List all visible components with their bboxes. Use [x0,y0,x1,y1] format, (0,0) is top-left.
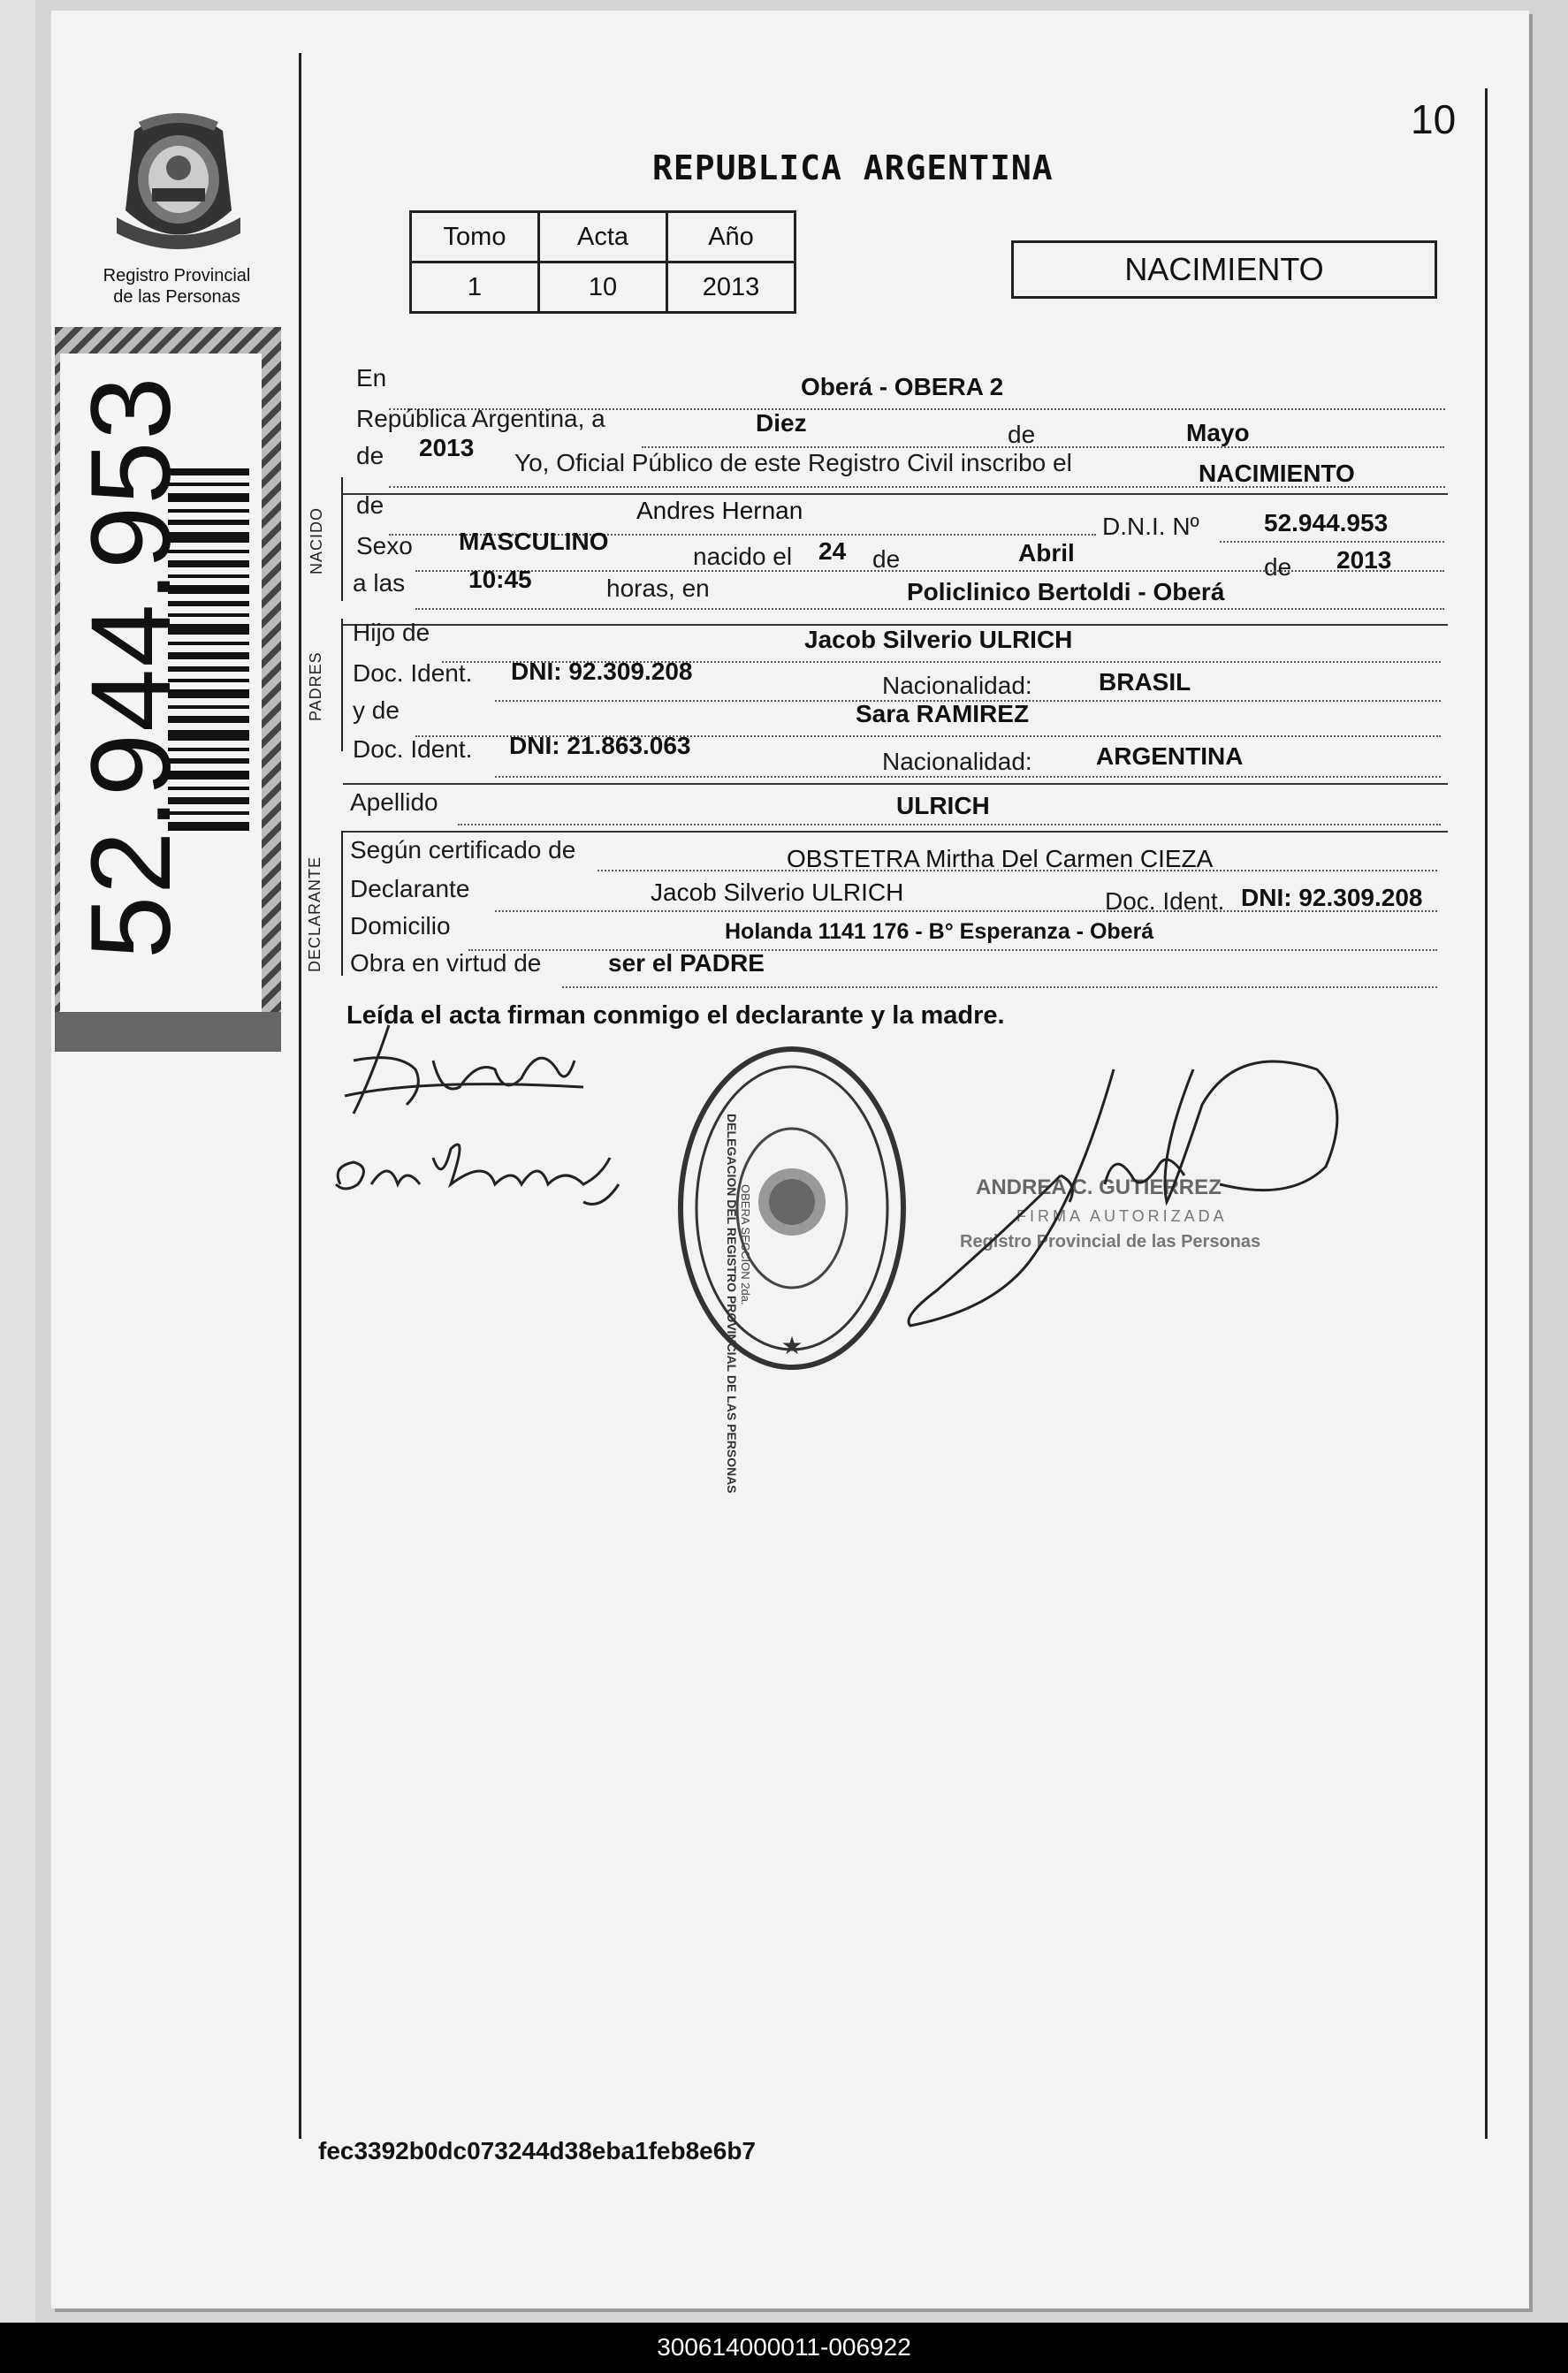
official-round-seal [675,1043,909,1373]
page-number: 10 [1411,96,1457,142]
en-label: En [356,364,387,392]
dotline [495,910,1437,912]
parents-signatures [318,1008,654,1220]
child-name-value: Andres Hernan [636,497,803,524]
surname-value: ULRICH [896,792,990,819]
act-type-box: NACIMIENTO [1011,240,1437,299]
mother-doc-value: DNI: 21.863.063 [509,732,691,759]
segun-certificado-label: Según certificado de [350,836,576,863]
document-title: REPUBLICA ARGENTINA [652,148,1054,187]
seal-inner-text: OBERA SECCION 2da. [739,1184,752,1305]
declarante-name-value: Jacob Silverio ULRICH [651,878,904,906]
father-doc-value: DNI: 92.309.208 [511,658,693,685]
page-left-edge [0,0,35,2373]
month-value: Mayo [1186,419,1250,446]
birth-time-value: 10:45 [468,566,532,593]
mother-name-value: Sara RAMIREZ [856,700,1030,727]
registry-label [88,265,265,308]
birth-day-value: 24 [818,537,847,565]
left-frame-line [299,53,301,2139]
registry-label-line1: Registro Provincial [103,266,251,285]
obra-en-virtud-label: Obra en virtud de [350,949,542,977]
de-label: de [356,442,384,469]
padres-bracket [341,619,343,751]
nacido-bracket [341,477,343,601]
doc-ident-label: Doc. Ident. [353,735,473,763]
tomo-acta-ano-table [409,210,796,314]
value-tomo: 1 [411,262,539,313]
document-hash: fec3392b0dc073244d38eba1feb8e6b7 [318,2137,757,2164]
closing-statement: Leída el acta firman conmigo el declarante y la madre. [346,1001,1005,1030]
seal-outer-text: DELEGACION DEL REGISTRO PROVINCIAL DE LAS PERSONAS [725,1114,739,1494]
header-tomo: Tomo [411,212,539,262]
horas-en-label: horas, en [606,574,710,602]
dotline [495,776,1441,778]
section-rule [343,831,1448,833]
declarante-label: Declarante [350,875,470,902]
father-name-value: Jacob Silverio ULRICH [804,626,1073,653]
de-label: de [356,491,384,519]
registry-label-line2: de las Personas [113,287,240,307]
father-nationality-value: BRASIL [1099,668,1191,696]
year-value: 2013 [419,434,475,461]
de-label: de [872,545,901,573]
apellido-label: Apellido [350,788,438,816]
republica-label: República Argentina, a [356,405,605,432]
declarante-bracket [341,831,343,976]
dotline [1220,541,1444,543]
dotline [642,446,1444,448]
birth-place-value: Policlinico Bertoldi - Oberá [907,578,1225,605]
de-label: de [1264,553,1292,581]
doc-ident-label: Doc. Ident. [1105,887,1225,915]
nacionalidad-label: Nacionalidad: [882,748,1032,775]
nacido-el-label: nacido el [693,543,793,570]
certificado-value: OBSTETRA Mirtha Del Carmen CIEZA [787,845,1214,872]
value-acta: 10 [539,262,667,313]
dotline [458,824,1441,825]
sexo-value: MASCULINO [459,528,609,555]
header-ano: Año [667,212,795,262]
hijo-de-label: Hijo de [353,619,430,646]
dotline [598,870,1437,871]
stamp-office: Registro Provincial de las Personas [960,1232,1261,1251]
declarante-doc-value: DNI: 92.309.208 [1241,884,1423,911]
declarante-section-label: DECLARANTE [306,856,323,972]
domicilio-value: Holanda 1141 176 - B° Esperanza - Oberá [725,919,1154,944]
nacionalidad-label: Nacionalidad: [882,672,1032,699]
a-las-label: a las [353,569,406,597]
stamp-officer-name: ANDREA C. GUTIERREZ [976,1175,1222,1199]
y-de-label: y de [353,696,400,724]
padres-section-label: PADRES [307,651,324,721]
municipality-value: Oberá - OBERA 2 [801,373,1004,400]
domicilio-label: Domicilio [350,912,451,939]
side-id-number: 52.944.953 [68,375,194,959]
doc-ident-label: Doc. Ident. [353,659,473,687]
header-acta: Acta [539,212,667,262]
de-label: de [1008,421,1036,448]
oficial-text: Yo, Oficial Público de este Registro Civil inscribo el [514,449,1072,476]
child-dni-value: 52.944.953 [1264,509,1389,536]
sexo-label: Sexo [356,532,413,559]
mother-nationality-value: ARGENTINA [1096,742,1244,770]
section-rule [343,783,1448,785]
nacido-section-label: NACIDO [308,506,325,574]
dotline [562,986,1437,988]
officer-signature [902,1052,1361,1335]
stamp-officer-role: FIRMA AUTORIZADA [1016,1207,1228,1225]
section-rule [343,493,1448,495]
svg-text:★: ★ [780,1331,803,1360]
dni-label: D.N.I. Nº [1102,513,1199,540]
dotline [415,608,1444,610]
birth-year-value: 2013 [1336,546,1392,574]
value-ano: 2013 [667,262,795,313]
scan-reference-code: 300614000011-006922 [657,2333,911,2361]
right-frame-line [1485,88,1488,2139]
misiones-coat-of-arms-logo [108,104,249,262]
birth-month-value: Abril [1018,539,1075,567]
dotline [415,570,1444,572]
day-value: Diez [756,409,807,437]
obra-value: ser el PADRE [608,949,765,977]
inscribe-value: NACIMIENTO [1199,460,1355,487]
